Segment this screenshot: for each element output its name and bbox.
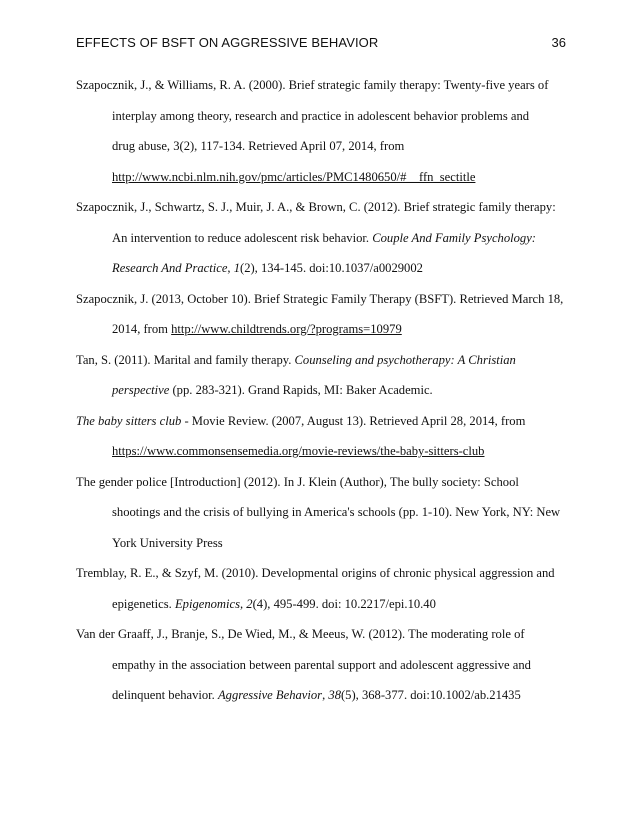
reference-entry <box>76 558 576 619</box>
reference-line <box>76 589 576 620</box>
reference-entry <box>76 619 576 711</box>
reference-link[interactable]: http://www.childtrends.org/?programs=10979 <box>171 322 402 336</box>
reference-entry <box>76 345 576 406</box>
reference-text: epigenetics. <box>112 596 175 611</box>
reference-text: - Movie Review. (2007, August 13). Retrieved April 28, 2014, from <box>181 413 526 428</box>
reference-line <box>76 650 576 681</box>
reference-text: (4), 495-499. doi: 10.2217/epi.10.40 <box>252 596 436 611</box>
reference-text: shootings and the crisis of bullying in America's schools (pp. 1-10). New York, NY: New <box>112 505 561 519</box>
reference-text: York University Press <box>112 535 223 550</box>
reference-list <box>76 70 576 711</box>
reference-line <box>76 619 576 650</box>
reference-text: (pp. 283-321). Grand Rapids, MI: Baker Academic. <box>169 383 433 397</box>
reference-text: interplay among theory, research and practice in adolescent behavior problems and <box>112 108 530 123</box>
reference-line <box>76 314 576 345</box>
reference-text: 2014, from <box>112 322 172 336</box>
reference-text: Tan, S. (2011). Marital and family therapy. <box>76 352 295 367</box>
reference-link[interactable]: http://www.ncbi.nlm.nih.gov/pmc/articles/PMC1480650/#__ffn_sectitle <box>112 169 476 184</box>
reference-italic-text: 38 <box>328 688 341 702</box>
reference-italic-text: The baby sitters club <box>76 413 182 428</box>
reference-line <box>76 680 576 711</box>
reference-text: An intervention to reduce adolescent risk behavior. <box>112 230 373 245</box>
reference-line <box>76 558 576 589</box>
reference-line <box>76 131 576 162</box>
reference-line <box>76 345 576 376</box>
reference-line <box>76 497 576 528</box>
reference-text: drug abuse, 3(2), 117-134. Retrieved April 07, 2014, from <box>112 139 405 153</box>
reference-line <box>76 192 576 223</box>
reference-text: (2), 134-145. doi:10.1037/a0029002 <box>240 261 423 275</box>
reference-italic-text: Counseling and psychotherapy: A Christian <box>294 352 516 367</box>
reference-text: Szapocznik, J., & Williams, R. A. (2000). Brief strategic family therapy: Twenty-five years of <box>76 78 549 92</box>
reference-line <box>76 253 576 284</box>
reference-entry <box>76 406 576 467</box>
reference-entry <box>76 192 576 284</box>
reference-line <box>76 70 576 101</box>
reference-italic-text: Couple And Family Psychology: <box>372 230 537 245</box>
reference-text: delinquent behavior. <box>112 688 218 702</box>
reference-entry <box>76 70 576 192</box>
reference-italic-text: 1 <box>233 261 240 275</box>
reference-line <box>76 406 576 437</box>
reference-italic-text: perspective <box>112 383 170 397</box>
reference-italic-text: Aggressive Behavior <box>217 688 323 702</box>
reference-italic-text: Research And Practice <box>112 261 228 275</box>
reference-entry <box>76 467 576 559</box>
reference-line <box>76 101 576 132</box>
reference-text: empathy in the association between parental support and adolescent aggressive and <box>112 657 531 672</box>
reference-text: Van der Graaff, J., Branje, S., De Wied, M., & Meeus, W. (2012). The moderating role of <box>76 627 525 641</box>
running-head: EFFECTS OF BSFT ON AGGRESSIVE BEHAVIOR <box>76 35 379 50</box>
reference-italic-text: Epigenomics, 2 <box>174 596 253 611</box>
reference-text: The gender police [Introduction] (2012). In J. Klein (Author), The bully society: School <box>76 474 519 489</box>
reference-line <box>76 223 576 254</box>
reference-entry <box>76 284 576 345</box>
reference-line <box>76 375 576 406</box>
reference-text: (5), 368-377. doi:10.1002/ab.21435 <box>340 688 521 702</box>
reference-text: Szapocznik, J., Schwartz, S. J., Muir, J. A., & Brown, C. (2012). Brief strategic family therapy: <box>76 200 556 214</box>
reference-line <box>76 162 576 193</box>
reference-line <box>76 284 576 315</box>
page-number: 36 <box>551 35 566 50</box>
reference-line <box>76 436 576 467</box>
reference-text: , <box>322 688 329 702</box>
reference-link[interactable]: https://www.commonsensemedia.org/movie-reviews/the-baby-sitters-club <box>112 444 485 458</box>
reference-text: Szapocznik, J. (2013, October 10). Brief Strategic Family Therapy (BSFT). Retrieved March 18, <box>76 291 564 306</box>
reference-text: , <box>227 261 234 275</box>
reference-line <box>76 528 576 559</box>
reference-line <box>76 467 576 498</box>
reference-text: Tremblay, R. E., & Szyf, M. (2010). Developmental origins of chronic physical aggression and <box>76 566 555 580</box>
